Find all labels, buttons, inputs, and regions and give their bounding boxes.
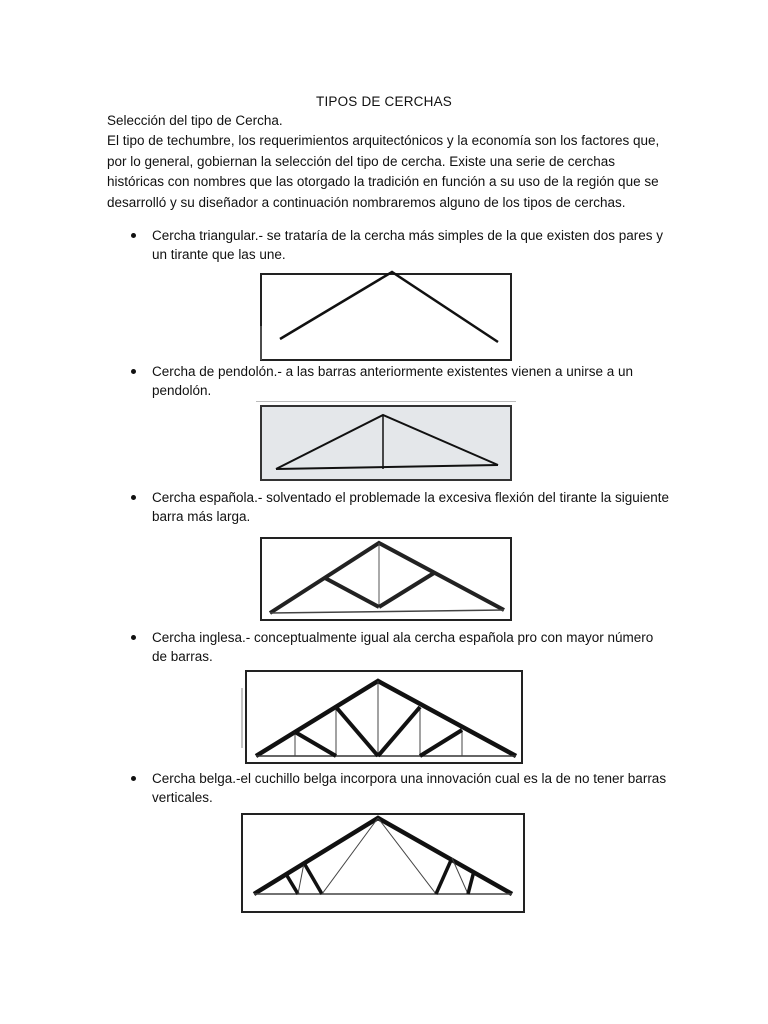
king-post-truss-drawing — [258, 403, 514, 483]
list-item-text: Cercha belga.-el cuchillo belga incorpora una innovación cual es la de no tener barras verticales. — [152, 771, 667, 805]
intro-block — [107, 111, 667, 213]
triangular-truss-drawing — [258, 266, 514, 362]
english-truss-drawing — [240, 668, 526, 768]
list-item-king-post — [131, 362, 671, 400]
belgian-truss-drawing — [240, 810, 526, 914]
list-item-belgian — [131, 769, 671, 807]
list-item-spanish — [131, 488, 671, 526]
bullet-dot — [131, 635, 136, 640]
bullet-dot — [131, 233, 136, 238]
intro-paragraph: El tipo de techumbre, los requerimientos arquitectónicos y la economía son los factores que, por lo general, gobiernan la selección del tipo de cercha. Existe una serie de cerchas históricas con nombres que las otorgado la tradición en función a su uso de la región que se desarrolló y su diseñador a continuación nombraremos alguno de los tipos de cerchas. — [107, 133, 660, 210]
bullet-dot — [131, 776, 136, 781]
document-title: TIPOS DE CERCHAS — [316, 94, 452, 109]
list-item-english — [131, 628, 671, 666]
list-item-text: Cercha de pendolón.- a las barras anteriormente existentes vienen a unirse a un pendolón. — [152, 364, 634, 398]
section-subtitle: Selección del tipo de Cercha. — [107, 113, 283, 128]
list-item-text: Cercha inglesa.- conceptualmente igual ala cercha española pro con mayor número de barras. — [152, 630, 654, 664]
list-item-text: Cercha española.- solventado el problemade la excesiva flexión del tirante la siguiente barra más larga. — [152, 490, 670, 524]
bullet-dot — [131, 369, 136, 374]
spanish-truss-drawing — [258, 535, 514, 623]
list-item-text: Cercha triangular.- se trataría de la cercha más simples de la que existen dos pares y un tirante que las une. — [152, 228, 664, 262]
figure-rule — [256, 401, 516, 402]
bullet-dot — [131, 495, 136, 500]
list-item-triangular — [131, 226, 671, 264]
